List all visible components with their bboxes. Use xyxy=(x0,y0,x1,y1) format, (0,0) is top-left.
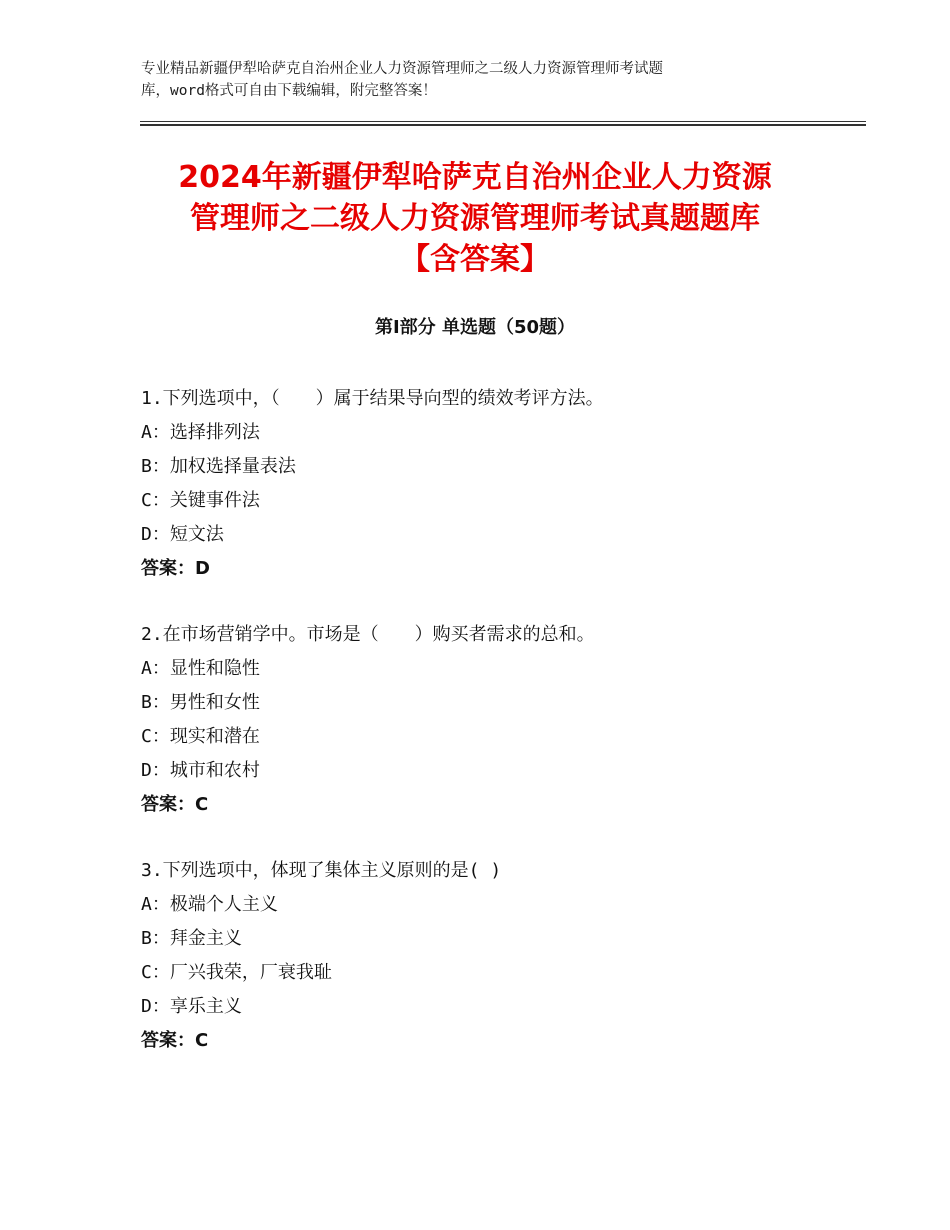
question-stem: 3.下列选项中，体现了集体主义原则的是( ) xyxy=(141,860,502,881)
option-d: D：短文法 xyxy=(141,524,224,545)
header-note xyxy=(141,58,831,102)
document-title-line-2: 管理师之二级人力资源管理师考试真题题库 xyxy=(190,201,760,236)
option-b: B：拜金主义 xyxy=(141,928,242,949)
option-d: D：城市和农村 xyxy=(141,760,260,781)
answer-label: 答案：C xyxy=(141,794,209,815)
question-item xyxy=(141,382,841,586)
option-c: C：现实和潜在 xyxy=(141,726,260,747)
option-b: B：加权选择量表法 xyxy=(141,456,296,477)
option-a: A：显性和隐性 xyxy=(141,658,260,679)
option-d: D：享乐主义 xyxy=(141,996,242,1017)
document-title-line-3: 【含答案】 xyxy=(400,242,550,277)
option-a: A：极端个人主义 xyxy=(141,894,278,915)
question-stem: 1.下列选项中，（ ）属于结果导向型的绩效考评方法。 xyxy=(141,388,604,409)
answer-label: 答案：D xyxy=(141,558,210,579)
header-note-line-1: 专业精品新疆伊犁哈萨克自治州企业人力资源管理师之二级人力资源管理师考试题 xyxy=(141,61,663,77)
answer-label: 答案：C xyxy=(141,1030,209,1051)
question-item xyxy=(141,854,841,1058)
option-a: A：选择排列法 xyxy=(141,422,260,443)
option-c: C：厂兴我荣，厂衰我耻 xyxy=(141,962,332,983)
option-c: C：关键事件法 xyxy=(141,490,260,511)
section-heading: 第Ⅰ部分 单选题（50题） xyxy=(374,317,575,338)
question-item xyxy=(141,618,841,822)
question-list xyxy=(141,382,841,1090)
document-title-line-1: 2024年新疆伊犁哈萨克自治州企业人力资源 xyxy=(178,160,772,195)
header-note-line-2: 库，word格式可自由下载编辑，附完整答案！ xyxy=(141,83,437,99)
header-divider xyxy=(140,121,866,126)
question-stem: 2.在市场营销学中。市场是（ ）购买者需求的总和。 xyxy=(141,624,595,645)
document-title xyxy=(100,157,850,280)
option-b: B：男性和女性 xyxy=(141,692,260,713)
